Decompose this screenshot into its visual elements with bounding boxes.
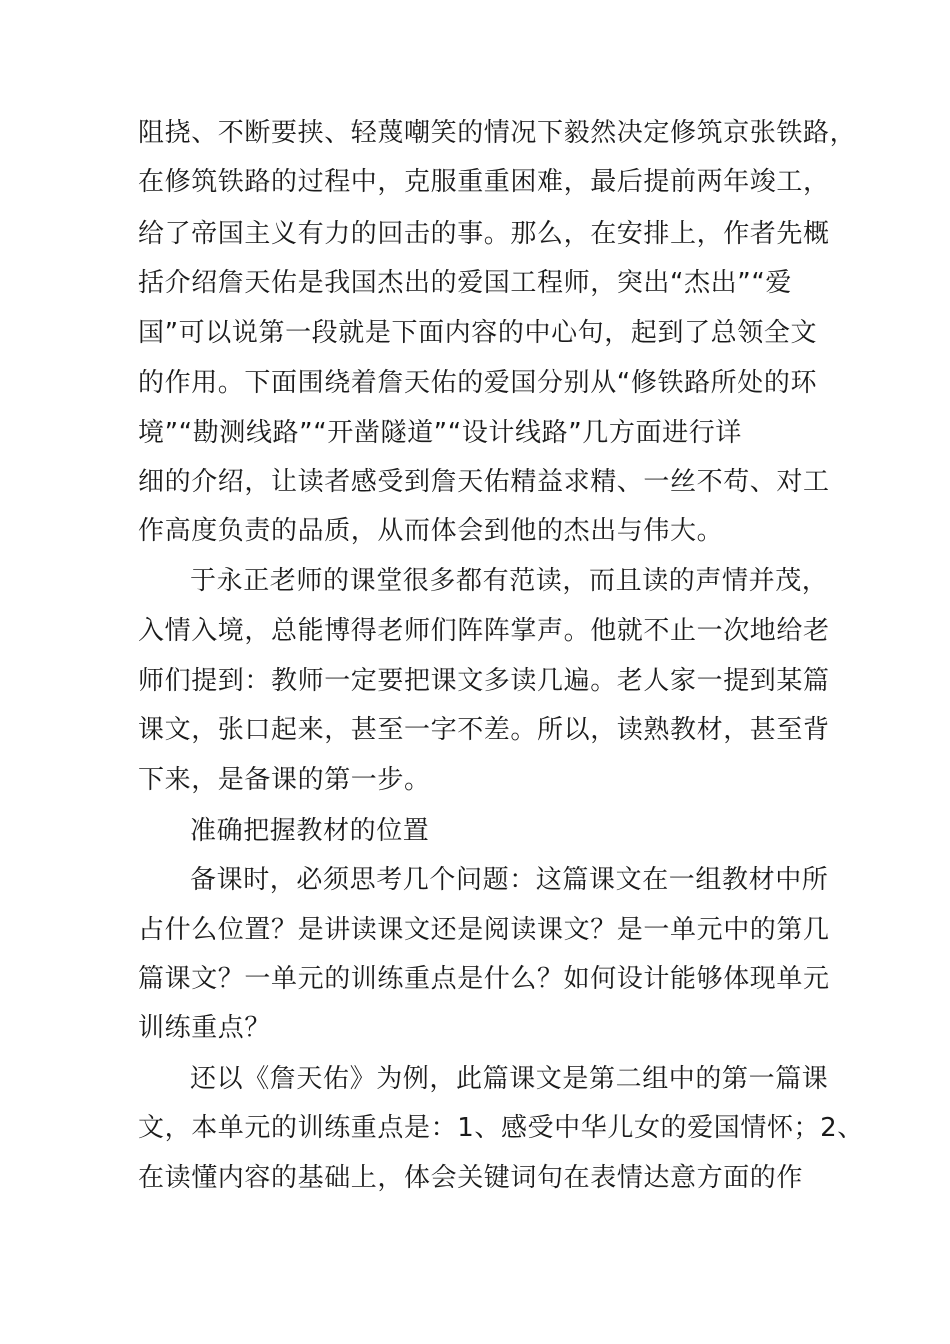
text-line-18: 篇课文？一单元的训练重点是什么？如何设计能够体现单元 [138,964,830,994]
text-line-3: 给了帝国主义有力的回击的事。那么，在安排上，作者先概 [138,219,830,249]
section-heading: 准确把握教材的位置 [190,816,430,846]
text-line-5: 国”可以说第一段就是下面内容的中心句，起到了总领全文 [138,318,818,348]
text-line-17: 占什么位置？是讲读课文还是阅读课文？是一单元中的第几 [138,915,830,945]
text-line-7: 境”“勘测线路”“开凿隧道”“设计线路”几方面进行详 [138,418,742,448]
text-line-6: 的作用。下面围绕着詹天佑的爱国分别从“修铁路所处的环 [138,368,818,398]
text-line-14: 下来，是备课的第一步。 [138,765,431,795]
text-line-21: 文，本单元的训练重点是：1、感受中华儿女的爱国情怀；2、 [138,1113,864,1143]
paragraph-3-start: 备课时，必须思考几个问题：这篇课文在一组教材中所 [190,865,829,895]
paragraph-4-start: 还以《詹天佑》为例，此篇课文是第二组中的第一篇课 [190,1064,829,1094]
text-line-11: 入情入境，总能博得老师们阵阵掌声。他就不止一次地给老 [138,616,830,646]
text-line-1: 阻挠、不断要挟、轻蔑嘲笑的情况下毅然决定修筑京张铁路， [138,118,857,148]
text-line-8: 细的介绍，让读者感受到詹天佑精益求精、一丝不苟、对工 [138,467,830,497]
text-line-12: 师们提到：教师一定要把课文多读几遍。老人家一提到某篇 [138,666,830,696]
text-line-9: 作高度负责的品质，从而体会到他的杰出与伟大。 [138,516,724,546]
text-line-13: 课文，张口起来，甚至一字不差。所以，读熟教材，甚至背 [138,715,830,745]
text-line-4: 括介绍詹天佑是我国杰出的爱国工程师，突出“杰出”“爱 [138,268,793,298]
paragraph-2-start: 于永正老师的课堂很多都有范读，而且读的声情并茂， [190,566,829,596]
text-line-22: 在读懂内容的基础上，体会关键词句在表情达意方面的作 [138,1163,804,1193]
text-line-2: 在修筑铁路的过程中，克服重重困难，最后提前两年竣工， [138,167,830,197]
text-line-19: 训练重点？ [138,1013,272,1043]
